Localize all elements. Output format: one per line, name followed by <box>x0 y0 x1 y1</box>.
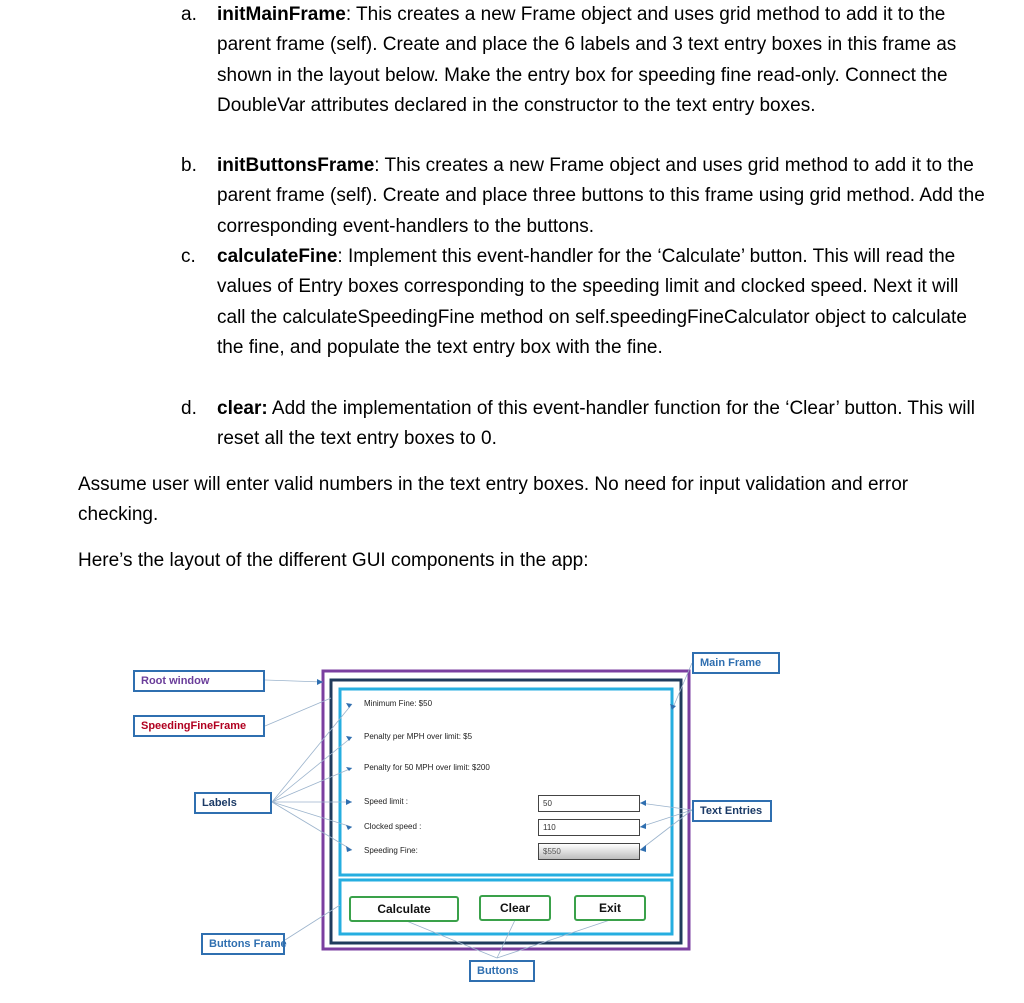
item-text <box>217 242 987 363</box>
item-body: : This creates a new Frame object and uses grid method to add it to the parent frame (self). Create and place the 6 labels and 3 text entry boxes in this frame as shown in the layout below. Make the entry box for speeding fine read-only. Connect the DoubleVar attributes declared in the constructor to the text entry boxes. <box>217 4 957 116</box>
item-body: : Implement this event-handler for the ‘Calculate’ button. This will read the values of Entry boxes corresponding to the speeding limit and clocked speed. Next it will call the calculateSpeedingFine method on self.speedingFineCalculator object to calculate the fine, and populate the text entry box with the fine. <box>217 246 967 358</box>
buttons-frame-callout: Buttons Frame <box>201 933 285 955</box>
item-letter: b. <box>181 155 197 176</box>
item-text <box>217 394 987 455</box>
item-term: clear: <box>217 398 268 419</box>
root-window-callout: Root window <box>133 670 265 692</box>
min-fine-label: Minimum Fine: $50 <box>364 699 433 708</box>
item-text <box>217 0 987 121</box>
penalty-50-label: Penalty for 50 MPH over limit: $200 <box>364 763 490 772</box>
layout-intro-paragraph: Here’s the layout of the different GUI components in the app: <box>78 550 589 571</box>
speed-limit-entry[interactable]: 50 <box>538 795 640 812</box>
item-term: initMainFrame <box>217 4 346 25</box>
item-letter: a. <box>181 4 197 25</box>
speeding-fine-frame-callout: SpeedingFineFrame <box>133 715 265 737</box>
clocked-speed-label: Clocked speed : <box>364 822 422 831</box>
assume-paragraph: Assume user will enter valid numbers in the text entry boxes. No need for input validation and error checking. <box>78 474 909 526</box>
clear-button[interactable]: Clear <box>479 895 551 921</box>
text-entries-callout: Text Entries <box>692 800 772 822</box>
item-letter: c. <box>181 246 196 267</box>
main-frame-callout: Main Frame <box>692 652 780 674</box>
penalty-per-mph-label: Penalty per MPH over limit: $5 <box>364 732 473 741</box>
clocked-speed-entry[interactable]: 110 <box>538 819 640 836</box>
speeding-fine-label: Speeding Fine: <box>364 846 418 855</box>
item-body: Add the implementation of this event-handler function for the ‘Clear’ button. This will reset all the text entry boxes to 0. <box>217 398 975 450</box>
speed-limit-label: Speed limit : <box>364 797 409 806</box>
item-text <box>217 151 987 242</box>
labels-callout: Labels <box>194 792 272 814</box>
diagram-frames <box>0 600 1024 1003</box>
item-term: initButtonsFrame <box>217 155 375 176</box>
item-letter: d. <box>181 398 197 419</box>
gui-layout-diagram <box>0 600 1024 1003</box>
speeding-fine-entry: $550 <box>538 843 640 860</box>
buttons-callout: Buttons <box>469 960 535 982</box>
calculate-button[interactable]: Calculate <box>349 896 459 922</box>
item-body: : This creates a new Frame object and uses grid method to add it to the parent frame (self). Create and place three buttons to this frame using grid method. Add the corresponding event-handlers to the buttons. <box>217 155 985 237</box>
exit-button[interactable]: Exit <box>574 895 646 921</box>
item-term: calculateFine <box>217 246 338 267</box>
